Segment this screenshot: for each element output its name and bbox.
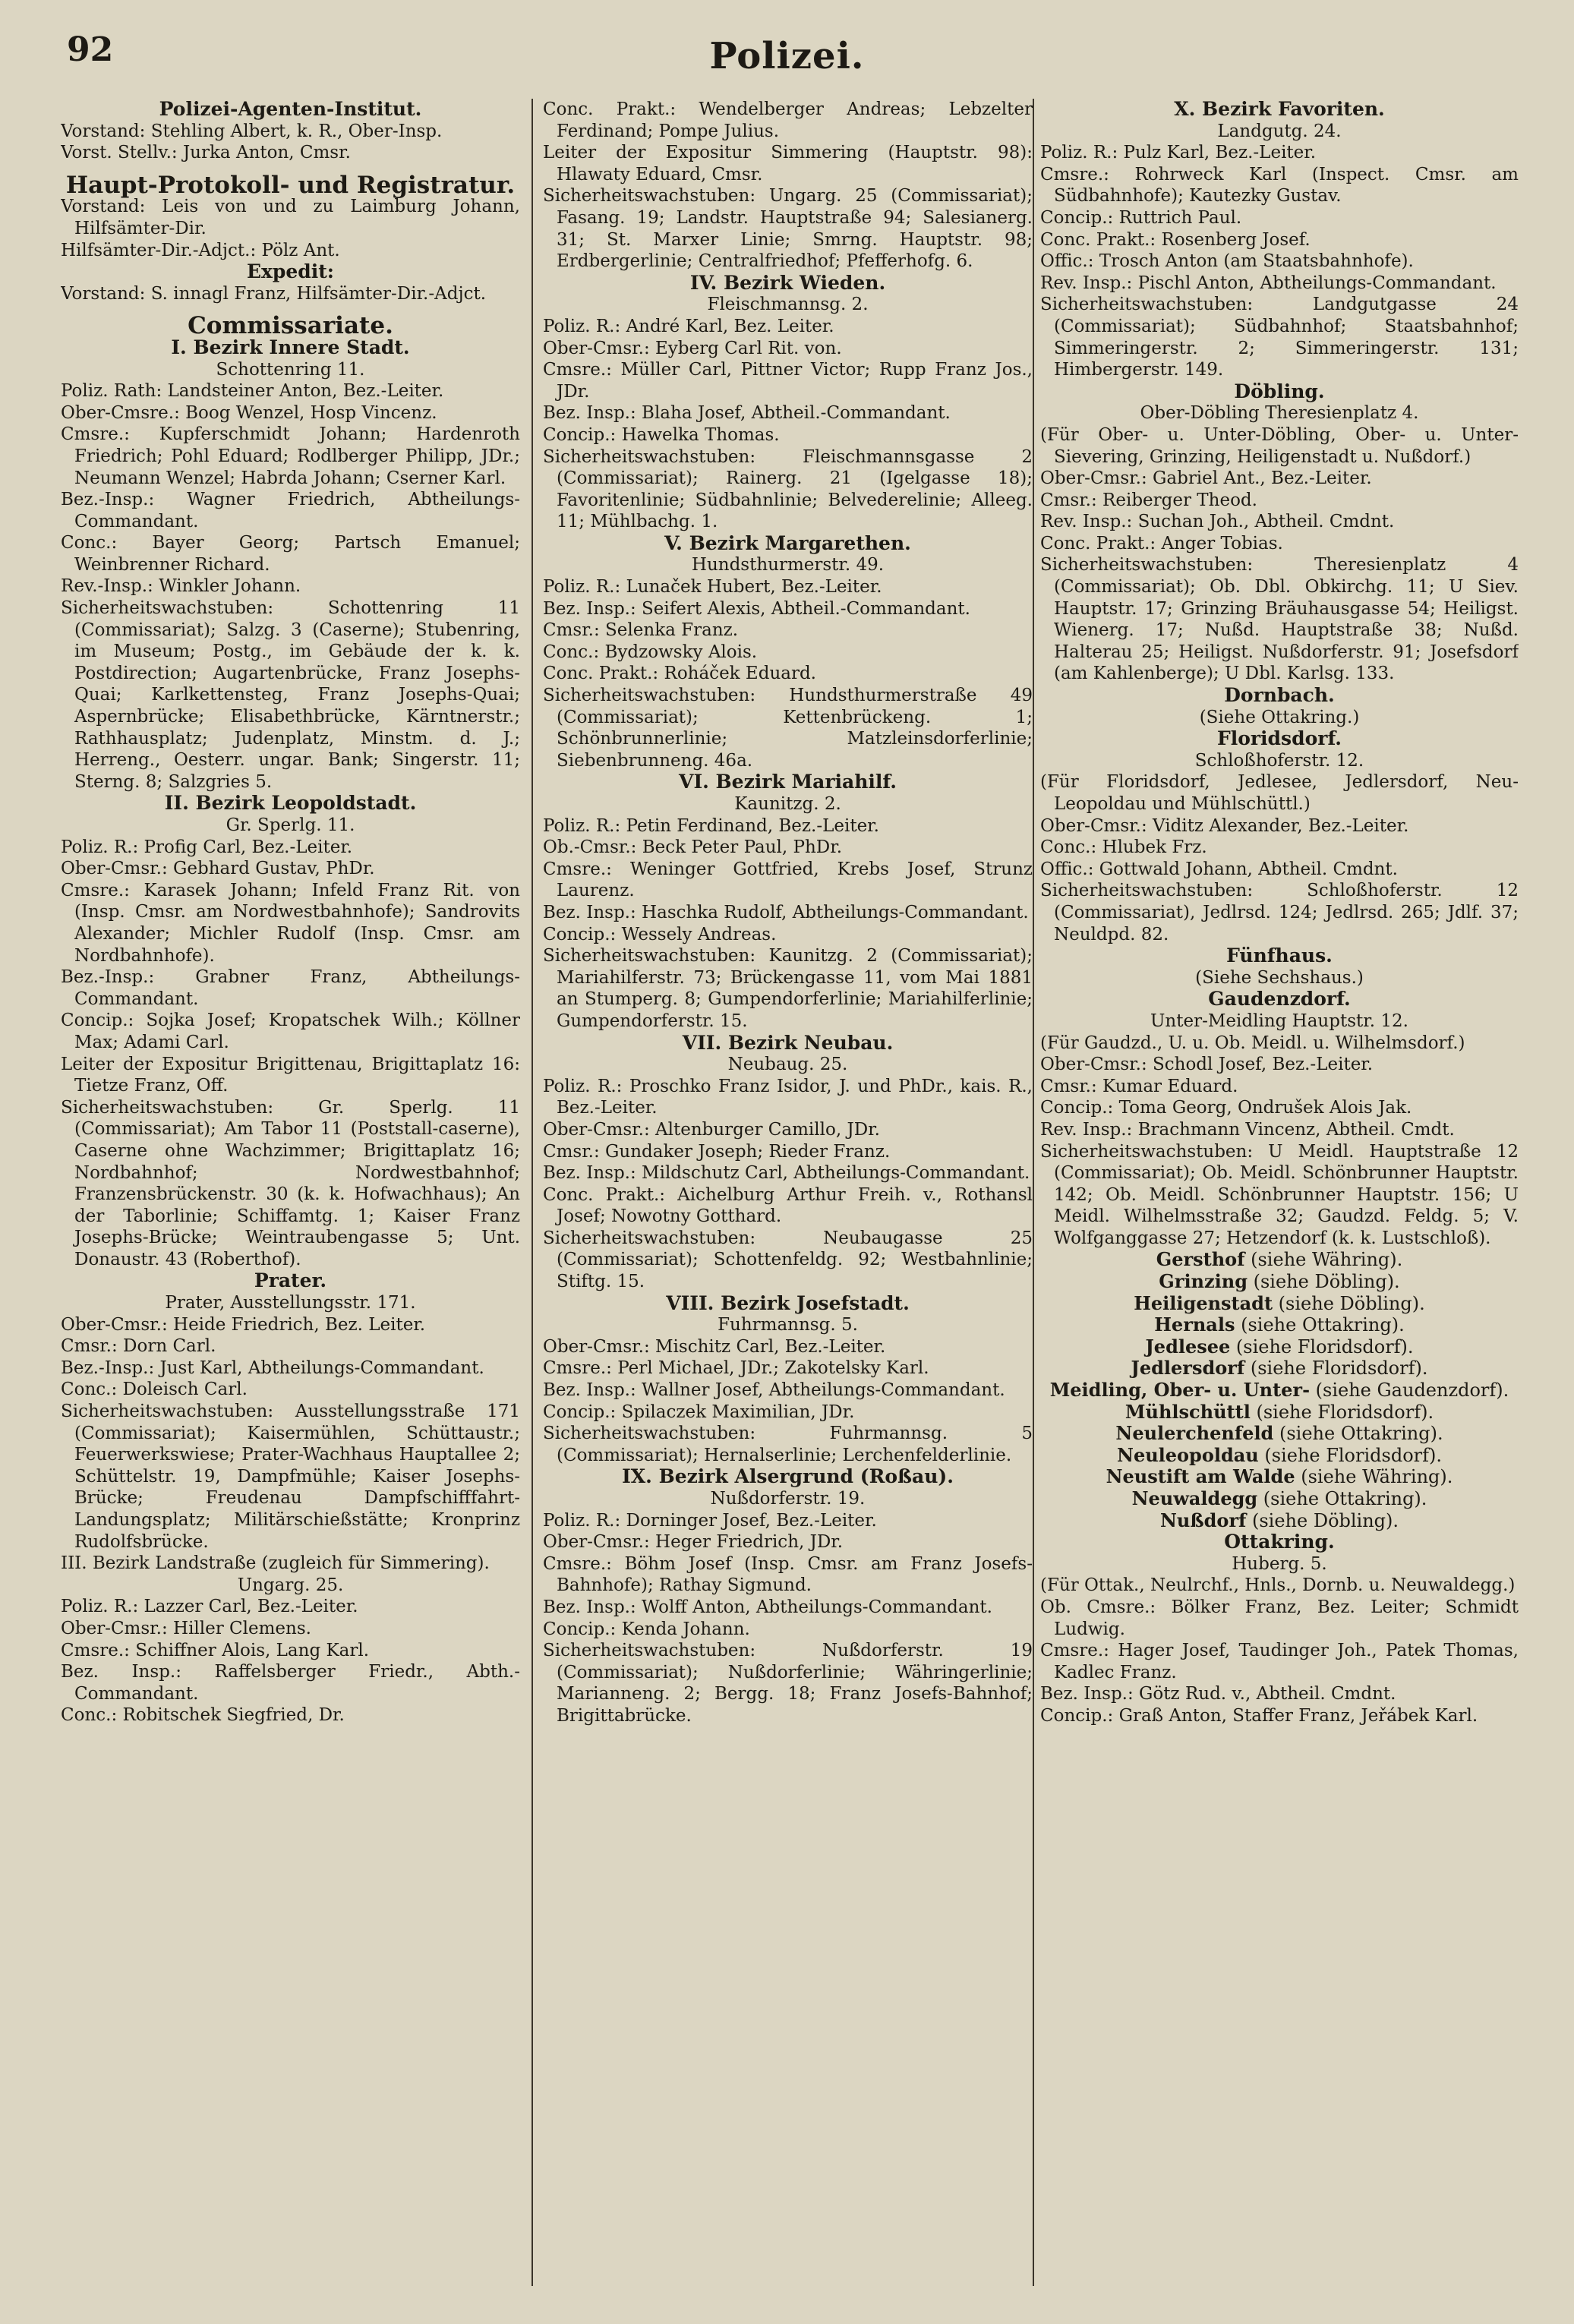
- entry-text: Ober-Cmsr.: Gabriel Ant., Bez.-Leiter.: [1040, 468, 1372, 489]
- section-address: Ober-Döbling Theresienplatz 4.: [1140, 403, 1419, 424]
- cross-reference: (siehe Döbling).: [1246, 1509, 1399, 1531]
- cross-reference: (siehe Döbling).: [1247, 1271, 1400, 1293]
- entry-text: Ober-Cmsre.: Boog Wenzel, Hosp Vincenz.: [61, 402, 437, 423]
- entry-text: Sicherheitswachstuben: Gr. Sperlg. 11 (Commissariat); Am Tabor 11 (Poststall-caserne), Caserne ohne Wachzimmer; Brigittaplatz 16; Nordbahnhof; Nordwestbahnhof; Franzensbrückenstr. 30 (k. k. Hofwachhaus); An der Taborlinie; Schiffamtg. 1; Kaiser Franz Josephs-Brücke; Weintraubengasse 5; Unt. Donaustr. 43 (Roberthof).: [61, 1097, 520, 1269]
- entry-text: Ober-Cmsr.: Altenburger Camillo, JDr.: [543, 1119, 880, 1140]
- entry-text: Sicherheitswachstuben: Ausstellungsstraße 171 (Commissariat); Kaisermühlen, Schüttaustr.; Feuerwerkswiese; Prater-Wachhaus Hauptallee 2; Schüttelstr. 19, Dampfmühle; Kaiser Josephs-Brücke; Freudenau Dampfschifffahrt-Landungsplatz; Militärschießstätte; Kronprinz Rudolfsbrücke.: [61, 1402, 520, 1552]
- entry-text: Vorstand: S. innagl Franz, Hilfsämter-Dir.-Adjct.: [61, 283, 487, 304]
- place-name: Jedlesee: [1145, 1335, 1231, 1358]
- cross-reference-entry: [1040, 1271, 1519, 1293]
- entry-text: Cmsre.: Müller Carl, Pittner Victor; Rupp Franz Jos., JDr.: [543, 360, 1033, 402]
- section-address: Kaunitzg. 2.: [734, 794, 841, 814]
- section-heading: II. Bezirk Leopoldstadt.: [164, 792, 417, 815]
- entry-text: Sicherheitswachstuben: Hundsthurmerstraße 49 (Commissariat); Kettenbrückeng. 1; Schönbrunnerlinie; Matzleinsdorferlinie; Siebenbrunneng. 46a.: [543, 686, 1033, 771]
- cross-reference: (siehe Gaudenzdorf).: [1310, 1380, 1509, 1402]
- entry-text: Bez. Insp.: Seifert Alexis, Abtheil.-Commandant.: [543, 598, 970, 619]
- entry-text: Conc.: Bydzowsky Alois.: [543, 642, 758, 662]
- section-heading: Döbling.: [1234, 380, 1325, 402]
- entry-text: Sicherheitswachstuben: Schloßhoferstr. 12 (Commissariat), Jedlrsd. 124; Jedlrsd. 265; Jdlf. 37; Neuldpd. 82.: [1040, 881, 1519, 944]
- cross-reference: (siehe Floridsdorf).: [1230, 1335, 1414, 1358]
- entry-text: Poliz. Rath: Landsteiner Anton, Bez.-Leiter.: [61, 381, 444, 402]
- section-address: Ungarg. 25.: [237, 1575, 344, 1595]
- cross-reference-entry: [1040, 1293, 1519, 1315]
- section-heading: Gaudenzdorf.: [1208, 988, 1351, 1011]
- entry-text: Cmsr.: Kumar Eduard.: [1040, 1076, 1238, 1096]
- entry-text: Rev. Insp.: Brachmann Vincenz, Abtheil. Cmdt.: [1040, 1119, 1455, 1140]
- entry-text: Poliz. R.: André Karl, Bez. Leiter.: [543, 316, 834, 336]
- entry-text: Concip.: Ruttrich Paul.: [1040, 207, 1242, 228]
- place-name: Meidling, Ober- u. Unter-: [1049, 1379, 1311, 1402]
- entry-text: Leiter der Expositur Simmering (Hauptstr. 98): Hlawaty Eduard, Cmsr.: [543, 143, 1033, 184]
- entry-text: Ob.-Cmsr.: Beck Peter Paul, PhDr.: [543, 837, 843, 858]
- cross-reference-entry: [1040, 1510, 1519, 1532]
- entry-text: Poliz. R.: Petin Ferdinand, Bez.-Leiter.: [543, 815, 879, 836]
- entry-text: Cmsre.: Hager Josef, Taudinger Joh., Patek Thomas, Kadlec Franz.: [1040, 1641, 1519, 1682]
- entry-text: Cmsre.: Schiffner Alois, Lang Karl.: [61, 1640, 370, 1660]
- place-name: Grinzing: [1159, 1270, 1248, 1293]
- section-address: (Siehe Ottakring.): [1199, 707, 1360, 727]
- entry-text: Hilfsämter-Dir.-Adjct.: Pölz Ant.: [61, 240, 340, 260]
- section-address: Unter-Meidling Hauptstr. 12.: [1150, 1011, 1408, 1031]
- entry-text: Poliz. R.: Lunaček Hubert, Bez.-Leiter.: [543, 577, 882, 598]
- cross-reference-entry: [1040, 1358, 1519, 1380]
- section-heading: X. Bezirk Favoriten.: [1174, 99, 1385, 120]
- section-address: Schloßhoferstr. 12.: [1194, 750, 1364, 771]
- cross-reference: (siehe Ottakring).: [1273, 1423, 1443, 1445]
- section-address: Fleischmannsg. 2.: [707, 295, 869, 315]
- entry-text: (Für Ottak., Neulrchf., Hnls., Dornb. u. Neuwaldegg.): [1040, 1575, 1516, 1596]
- cross-reference-entry: [1040, 1314, 1519, 1336]
- section-heading: IV. Bezirk Wieden.: [689, 271, 886, 294]
- entry-text: Sicherheitswachstuben: Fleischmannsgasse 2 (Commissariat); Rainerg. 21 (Igelgasse 18); Favoritenlinie; Südbahnlinie; Belvederelinie; Alleeg. 11; Mühlbachg. 1.: [543, 446, 1033, 532]
- cross-reference-entry: [1040, 1402, 1519, 1424]
- entry-text: Concip.: Kenda Johann.: [543, 1619, 750, 1639]
- section-address: (Siehe Sechshaus.): [1195, 967, 1364, 988]
- entry-text: Ober-Cmsr.: Schodl Josef, Bez.-Leiter.: [1040, 1055, 1374, 1075]
- entry-text: Cmsr.: Selenka Franz.: [543, 620, 739, 641]
- entry-text: Bez. Insp.: Haschka Rudolf, Abtheilungs-Commandant.: [543, 902, 1029, 922]
- cross-reference-entry: [1040, 1488, 1519, 1510]
- section-address: Neubaug. 25.: [727, 1055, 848, 1075]
- section-heading: Dornbach.: [1224, 684, 1335, 707]
- running-head: Polizei.: [709, 35, 865, 77]
- entry-text: Vorst. Stellv.: Jurka Anton, Cmsr.: [61, 143, 351, 163]
- entry-text: Ob. Cmsre.: Bölker Franz, Bez. Leiter; Schmidt Ludwig.: [1040, 1597, 1519, 1639]
- entry-text: Conc.: Hlubek Frz.: [1040, 837, 1207, 858]
- section-address: Landgutg. 24.: [1217, 121, 1342, 141]
- entry-text: Poliz. R.: Profig Carl, Bez.-Leiter.: [61, 837, 353, 857]
- entry-text: Cmsre.: Weninger Gottfried, Krebs Josef, Strunz Laurenz.: [543, 859, 1033, 901]
- place-name: Hernals: [1154, 1313, 1235, 1336]
- entry-text: Bez. Insp.: Raffelsberger Friedr., Abth.-Commandant.: [61, 1662, 520, 1704]
- entry-text: Sicherheitswachstuben: Kaunitzg. 2 (Commissariat); Mariahilferstr. 73; Brückengasse 11, vom Mai 1881 an Stumperg. 8; Gumpendorferlinie; Mariahilferlinie; Gumpendorferstr. 15.: [543, 946, 1033, 1031]
- entry-text: Bez. Insp.: Blaha Josef, Abtheil.-Commandant.: [543, 403, 951, 424]
- section-heading: I. Bezirk Innere Stadt.: [171, 336, 410, 358]
- entry-text: Concip.: Spilaczek Maximilian, JDr.: [543, 1402, 855, 1422]
- entry-text: Conc. Prakt.: Rosenberg Josef.: [1040, 229, 1311, 250]
- entry-text: Ober-Cmsr.: Heger Friedrich, JDr.: [543, 1532, 844, 1553]
- entry-text: Sicherheitswachstuben: Fuhrmannsg. 5 (Commissariat); Hernalserlinie; Lerchenfelderlinie.: [543, 1424, 1033, 1465]
- entry-text: Conc.: Bayer Georg; Partsch Emanuel; Weinbrenner Richard.: [61, 533, 520, 575]
- section-address: Huberg. 5.: [1232, 1553, 1327, 1574]
- entry-text: (Für Ober- u. Unter-Döbling, Ober- u. Unter-Sievering, Grinzing, Heiligenstadt u. Nußdorf.): [1040, 424, 1519, 467]
- entry-text: Cmsr.: Reiberger Theod.: [1040, 490, 1257, 510]
- cross-reference: (siehe Floridsdorf).: [1258, 1444, 1442, 1466]
- cross-reference-entry: [1040, 1445, 1519, 1467]
- section-heading: VI. Bezirk Mariahilf.: [679, 771, 897, 793]
- page-number: 92: [67, 30, 114, 69]
- entry-text: Concip.: Graß Anton, Staffer Franz, Jeřábek Karl.: [1040, 1705, 1478, 1726]
- entry-text: Bez. Insp.: Götz Rud. v., Abtheil. Cmdnt.: [1040, 1684, 1396, 1704]
- section-heading: Ottakring.: [1224, 1531, 1335, 1553]
- entry-text: Leiter der Expositur Brigittenau, Brigittaplatz 16: Tietze Franz, Off.: [61, 1054, 520, 1096]
- place-name: Gersthof: [1156, 1248, 1245, 1271]
- section-heading: VIII. Bezirk Josefstadt.: [666, 1291, 910, 1314]
- place-name: Nußdorf: [1159, 1509, 1247, 1531]
- section-heading: Floridsdorf.: [1216, 727, 1342, 750]
- column-divider: [532, 99, 533, 2286]
- column-divider: [1033, 99, 1034, 2286]
- entry-text: Rev.-Insp.: Winkler Johann.: [61, 576, 301, 597]
- section-address: Schottenring 11.: [216, 359, 365, 380]
- section-address: Prater, Ausstellungsstr. 171.: [165, 1293, 416, 1313]
- entry-text: Bez.-Insp.: Wagner Friedrich, Abtheilungs-Commandant.: [61, 490, 520, 531]
- section-heading: Haupt-Protokoll- und Registratur.: [65, 171, 516, 199]
- cross-reference-entry: [1040, 1336, 1519, 1358]
- entry-text: Poliz. R.: Lazzer Carl, Bez.-Leiter.: [61, 1597, 358, 1617]
- entry-text: Poliz. R.: Pulz Karl, Bez.-Leiter.: [1040, 143, 1317, 163]
- section-heading: Expedit:: [246, 260, 335, 283]
- entry-text: Conc.: Robitschek Siegfried, Dr.: [61, 1705, 345, 1726]
- column-right: [1040, 99, 1519, 2294]
- section-heading: V. Bezirk Margarethen.: [664, 531, 911, 554]
- cross-reference-entry: [1040, 1249, 1519, 1271]
- entry-text: Ober-Cmsr.: Gebhard Gustav, PhDr.: [61, 859, 375, 879]
- entry-text: Ober-Cmsr.: Viditz Alexander, Bez.-Leiter.: [1040, 815, 1409, 836]
- section-heading: Prater.: [254, 1269, 327, 1292]
- entry-text: Cmsr.: Dorn Carl.: [61, 1336, 216, 1357]
- entry-text: Sicherheitswachstuben: Nußdorferstr. 19 (Commissariat); Nußdorferlinie; Währingerlinie; Marianneng. 2; Bergg. 18; Franz Josefs-Bahnhof; Brigittabrücke.: [543, 1641, 1033, 1726]
- entry-text: Sicherheitswachstuben: Schottenring 11 (Commissariat); Salzg. 3 (Caserne); Stubenring, im Museum; Postg., im Gebäude der k. k. Postdirection; Augartenbrücke, Franz Josephs-Quai; Karlkettensteg, Franz Josephs-Quai; Aspernbrücke; Elisabethbrücke, Kärntnerstr.; Rathhausplatz; Judenplatz, Minstm. d. J.; Herreng., Oesterr. ungar. Bank; Singerstr. 11; Sterng. 8; Salzgries 5.: [61, 598, 520, 792]
- entry-text: Concip.: Sojka Josef; Kropatschek Wilh.; Köllner Max; Adami Carl.: [61, 1011, 520, 1052]
- entry-text: Bez. Insp.: Wolff Anton, Abtheilungs-Commandant.: [543, 1597, 992, 1617]
- entry-text: Poliz. R.: Proschko Franz Isidor, J. und PhDr., kais. R., Bez.-Leiter.: [543, 1076, 1033, 1118]
- entry-text: Sicherheitswachstuben: Landgutgasse 24 (Commissariat); Südbahnhof; Staatsbahnhof; Simmeringerstr. 2; Simmeringerstr. 131; Himbergerstr. 149.: [1040, 295, 1519, 380]
- entry-text: Cmsre.: Perl Michael, JDr.; Zakotelsky Karl.: [543, 1358, 929, 1379]
- entry-text: Sicherheitswachstuben: Neubaugasse 25 (Commissariat); Schottenfeldg. 92; Westbahnlinie; Stiftg. 15.: [543, 1228, 1033, 1292]
- entry-text: Cmsre.: Rohrweck Karl (Inspect. Cmsr. am Südbahnhofe); Kautezky Gustav.: [1040, 164, 1519, 207]
- place-name: Mühlschüttl: [1125, 1400, 1251, 1423]
- entry-text: Offic.: Trosch Anton (am Staatsbahnhofe).: [1040, 251, 1414, 272]
- entry-text: Conc. Prakt.: Anger Tobias.: [1040, 533, 1283, 553]
- entry-text: Offic.: Gottwald Johann, Abtheil. Cmdnt.: [1040, 859, 1398, 879]
- entry-text: Sicherheitswachstuben: Ungarg. 25 (Commissariat); Fasang. 19; Landstr. Hauptstraße 94; Salesianerg. 31; St. Marxer Linie; Smrng. Hauptstr. 98; Erdbergerlinie; Centralfriedhof; Pfefferhofg. 6.: [543, 186, 1033, 272]
- entry-text: Bez.-Insp.: Grabner Franz, Abtheilungs-Commandant.: [61, 967, 520, 1009]
- entry-text: Sicherheitswachstuben: Theresienplatz 4 (Commissariat); Ob. Dbl. Obkirchg. 11; U Siev. Hauptstr. 17; Grinzing Bräuhausgasse 54; Heiligst. Wienerg. 17; Nußd. Hauptstraße 38; Nußd. Halterau 25; Heiligst. Nußdorferstr. 91; Josefsdorf (am Kahlenberge); U Dbl. Karlsg. 133.: [1040, 555, 1519, 684]
- entry-text: Concip.: Hawelka Thomas.: [543, 424, 780, 445]
- entry-text: Cmsre.: Kupferschmidt Johann; Hardenroth Friedrich; Pohl Eduard; Rodlberger Philipp, JDr.; Neumann Wenzel; Habrda Johann; Cserner Karl.: [61, 424, 520, 488]
- entry-text: Vorstand: Stehling Albert, k. R., Ober-Insp.: [61, 121, 443, 141]
- entry-text: Sicherheitswachstuben: U Meidl. Hauptstraße 12 (Commissariat); Ob. Meidl. Schönbrunner Hauptstr. 142; Ob. Meidl. Schönbrunner Hauptstr. 156; U Meidl. Wilhelmsstraße 32; Gaudzd. Feldg. 5; V. Wolfganggasse 27; Hetzendorf (k. k. Lustschloß).: [1040, 1141, 1519, 1248]
- cross-reference: (siehe Floridsdorf).: [1244, 1358, 1428, 1380]
- cross-reference: (siehe Ottakring).: [1257, 1488, 1427, 1509]
- entry-text: Rev. Insp.: Suchan Joh., Abtheil. Cmdnt.: [1040, 512, 1395, 532]
- section-heading: Fünfhaus.: [1226, 944, 1333, 967]
- entry-text: Concip.: Toma Georg, Ondrušek Alois Jak.: [1040, 1098, 1412, 1118]
- entry-text: (Für Gaudzd., U. u. Ob. Meidl. u. Wilhelmsdorf.): [1040, 1033, 1465, 1053]
- place-name: Heiligenstadt: [1134, 1291, 1273, 1314]
- section-address: Hundsthurmerstr. 49.: [691, 555, 885, 575]
- section-heading: Commissariate.: [188, 312, 393, 340]
- entry-text: (Für Floridsdorf, Jedlesee, Jedlersdorf, Neu-Leopoldau und Mühlschüttl.): [1040, 772, 1519, 814]
- column-left: [61, 99, 520, 2294]
- entry-text: Bez. Insp.: Mildschutz Carl, Abtheilungs-Commandant.: [543, 1163, 1030, 1184]
- entry-text: Bez.-Insp.: Just Karl, Abtheilungs-Commandant.: [61, 1358, 484, 1378]
- column-middle: [543, 99, 1033, 2294]
- entry-text: Cmsr.: Gundaker Joseph; Rieder Franz.: [543, 1141, 891, 1162]
- place-name: Neuleopoldau: [1117, 1443, 1259, 1466]
- place-name: Neustift am Walde: [1106, 1465, 1295, 1488]
- section-heading: IX. Bezirk Alsergrund (Roßau).: [622, 1465, 954, 1488]
- section-address: Fuhrmannsg. 5.: [718, 1315, 858, 1335]
- section-address: Nußdorferstr. 19.: [710, 1489, 866, 1509]
- place-name: Jedlersdorf: [1131, 1357, 1245, 1380]
- entry-text: Conc. Prakt.: Aichelburg Arthur Freih. v., Rothansl Josef; Nowotny Gotthard.: [543, 1184, 1033, 1227]
- entry-text: Ober-Cmsr.: Hiller Clemens.: [61, 1618, 311, 1638]
- section-address: Gr. Sperlg. 11.: [226, 815, 355, 835]
- section-heading: VII. Bezirk Neubau.: [682, 1031, 894, 1054]
- cross-reference-entry: [1040, 1380, 1519, 1402]
- entry-text: Conc. Prakt.: Wendelberger Andreas; Lebzelter Ferdinand; Pompe Julius.: [543, 99, 1033, 141]
- entry-text: Cmsre.: Böhm Josef (Insp. Cmsr. am Franz Josefs-Bahnhofe); Rathay Sigmund.: [543, 1553, 1033, 1596]
- cross-reference-entry: [1040, 1466, 1519, 1488]
- entry-text: III. Bezirk Landstraße (zugleich für Simmering).: [61, 1553, 490, 1574]
- cross-reference: (siehe Döbling).: [1273, 1292, 1425, 1314]
- entry-text: Conc.: Doleisch Carl.: [61, 1380, 248, 1400]
- entry-text: Cmsre.: Karasek Johann; Infeld Franz Rit. von (Insp. Cmsr. am Nordwestbahnhofe); Sandrovits Alexander; Michler Rudolf (Insp. Cmsr. am Nordbahnhofe).: [61, 880, 520, 966]
- entry-text: Vorstand: Leis von und zu Laimburg Johann, Hilfsämter-Dir.: [61, 197, 520, 238]
- entry-text: Bez. Insp.: Wallner Josef, Abtheilungs-Commandant.: [543, 1380, 1005, 1401]
- place-name: Neulerchenfeld: [1115, 1422, 1274, 1445]
- entry-text: Concip.: Wessely Andreas.: [543, 924, 777, 944]
- entry-text: Ober-Cmsr.: Mischitz Carl, Bez.-Leiter.: [543, 1336, 886, 1357]
- entry-text: Ober-Cmsr.: Eyberg Carl Rit. von.: [543, 338, 842, 358]
- entry-text: Ober-Cmsr.: Heide Friedrich, Bez. Leiter.: [61, 1314, 426, 1335]
- cross-reference: (siehe Währing).: [1244, 1249, 1403, 1271]
- cross-reference: (siehe Währing).: [1295, 1466, 1453, 1488]
- place-name: Neuwaldegg: [1131, 1487, 1258, 1509]
- cross-reference-entry: [1040, 1423, 1519, 1445]
- cross-reference: (siehe Floridsdorf).: [1250, 1401, 1434, 1423]
- entry-text: Rev. Insp.: Pischl Anton, Abtheilungs-Commandant.: [1040, 273, 1497, 293]
- entry-text: Poliz. R.: Dorninger Josef, Bez.-Leiter.: [543, 1510, 877, 1531]
- section-heading: Polizei-Agenten-Institut.: [159, 99, 422, 120]
- entry-text: Conc. Prakt.: Roháček Eduard.: [543, 664, 816, 684]
- cross-reference: (siehe Ottakring).: [1235, 1314, 1405, 1336]
